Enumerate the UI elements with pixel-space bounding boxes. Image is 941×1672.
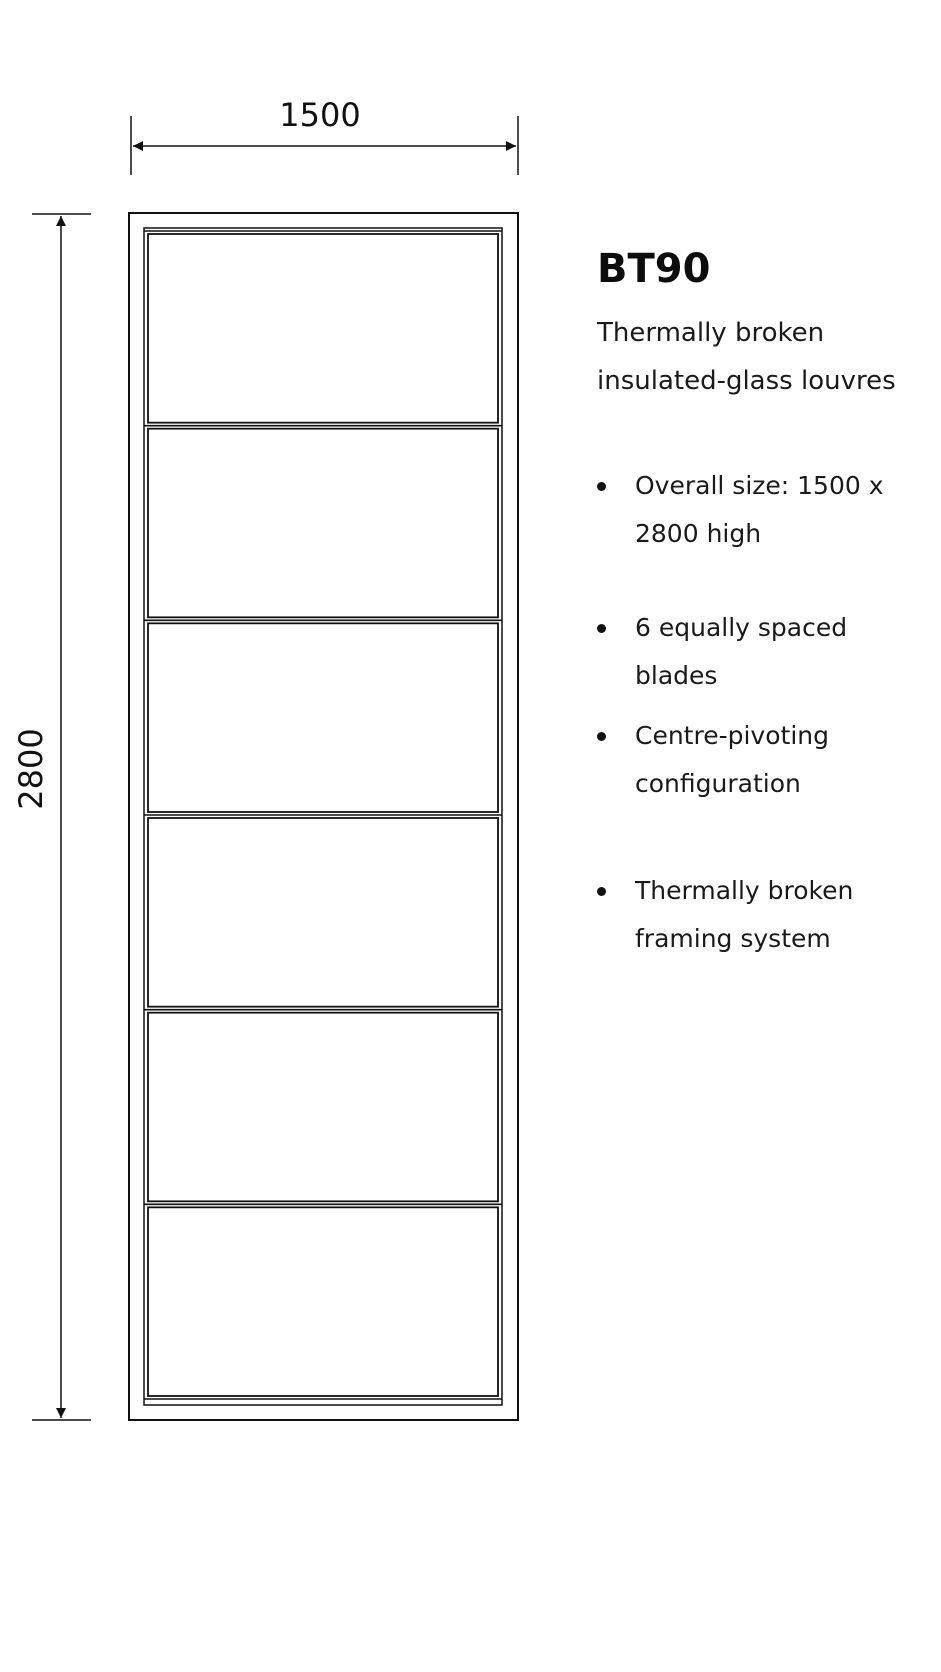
- feature-text: Centre-pivoting configuration: [635, 721, 829, 798]
- specification-panel: [597, 245, 937, 405]
- height-label: 2800: [12, 728, 50, 810]
- bullet-icon: [597, 482, 606, 491]
- louvre-blade: [144, 429, 502, 621]
- feature-text: Thermally broken framing system: [635, 876, 854, 953]
- louvre-blades: [144, 231, 502, 1399]
- feature-text: 6 equally spaced blades: [635, 613, 848, 690]
- height-dimension: [12, 214, 91, 1420]
- blade-outline: [148, 234, 498, 423]
- louvre-blade: [144, 818, 502, 1010]
- louvre-blade: [144, 1207, 502, 1399]
- bullet-icon: [597, 732, 606, 741]
- width-dimension: [131, 96, 518, 175]
- product-code: BT90: [597, 246, 711, 292]
- product-description: Thermally broken insulated-glass louvres: [597, 318, 896, 396]
- blade-outline: [148, 623, 498, 812]
- louvre-blade: [144, 234, 502, 426]
- bullet-icon: [597, 624, 606, 633]
- louvre-blade: [144, 623, 502, 815]
- width-label: 1500: [279, 96, 361, 134]
- louvre-frame: [129, 213, 518, 1420]
- louvre-blade: [144, 1013, 502, 1205]
- blade-outline: [148, 1013, 498, 1202]
- inner-frame: [144, 228, 502, 1405]
- feature-item-configuration: [597, 712, 937, 808]
- feature-text: Overall size: 1500 x 2800 high: [635, 471, 884, 548]
- bullet-icon: [597, 887, 606, 896]
- feature-item-framing: [597, 867, 937, 963]
- blade-outline: [148, 429, 498, 618]
- feature-item-blades: [597, 604, 937, 700]
- outer-frame: [129, 213, 518, 1420]
- feature-item-overall-size: [597, 462, 937, 558]
- blade-outline: [148, 818, 498, 1007]
- blade-outline: [148, 1207, 498, 1396]
